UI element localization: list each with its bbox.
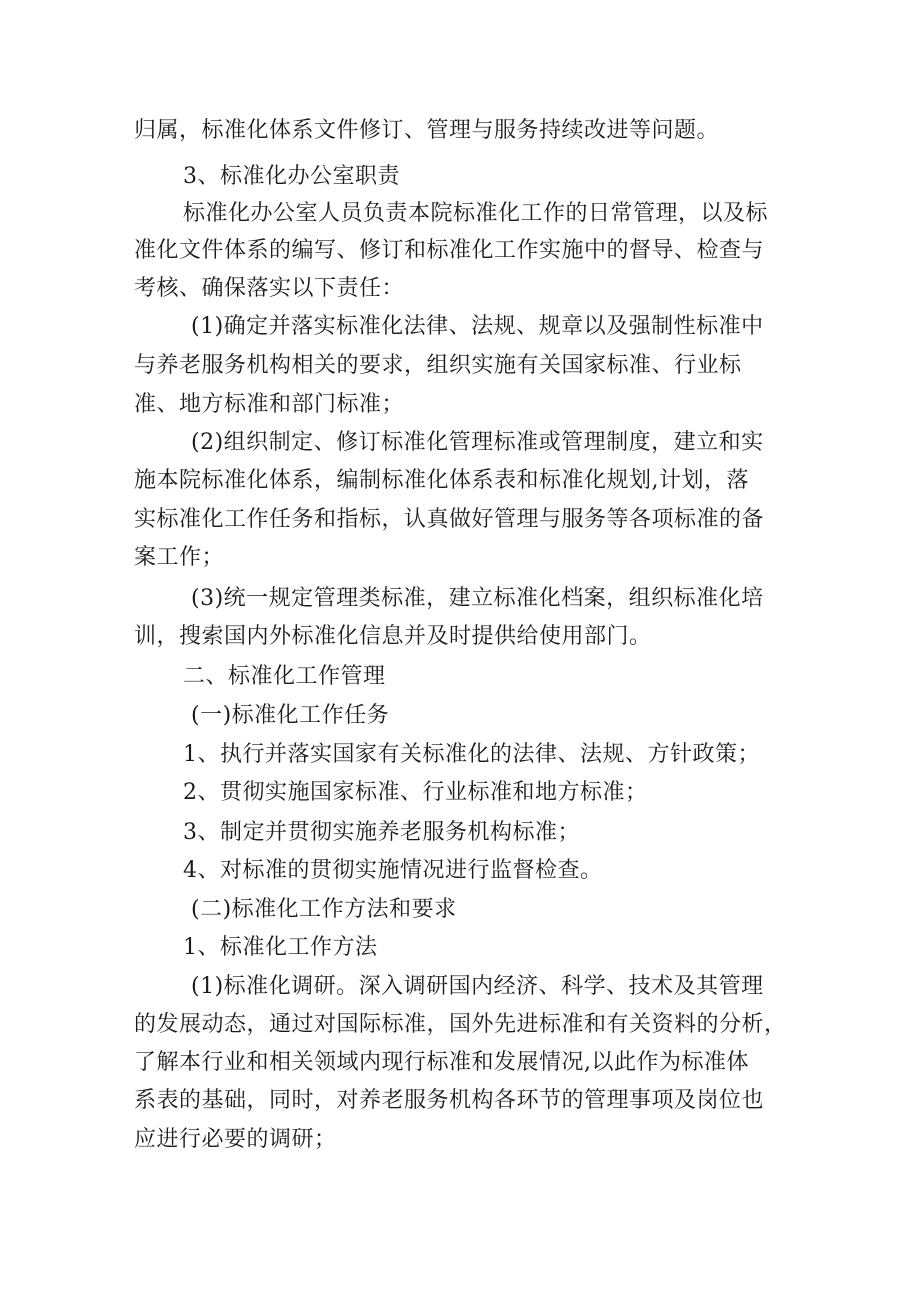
list-item: 2、贯彻实施国家标准、行业标准和地方标准；	[183, 780, 648, 805]
text-line: 应进行必要的调研；	[134, 1127, 337, 1152]
text-line: 与养老服务机构相关的要求，组织实施有关国家标准、行业标	[134, 353, 742, 378]
list-item: 3、制定并贯彻实施养老服务机构标准；	[183, 820, 580, 845]
subsection-heading: (二)标准化工作方法和要求	[191, 897, 457, 922]
section-heading: 3、标准化办公室职责	[183, 164, 400, 189]
text-line: 准化文件体系的编写、修订和标准化工作实施中的督导、检查与	[134, 238, 765, 263]
text-line: 施本院标准化体系，编制标准化体系表和标准化规划,计划，落	[134, 468, 749, 493]
text-line: 准、地方标准和部门标准；	[134, 392, 405, 417]
text-line: 的发展动态，通过对国际标准，国外先进标准和有关资料的分析，	[134, 1012, 787, 1037]
text-line: 了解本行业和相关领域内现行标准和发展情况,以此作为标准体	[134, 1050, 749, 1075]
subsection-heading: (一)标准化工作任务	[191, 703, 390, 728]
list-item: 1、执行并落实国家有关标准化的法律、法规、方针政策；	[183, 742, 760, 767]
text-line: (1)确定并落实标准化法律、法规、规章以及强制性标准中	[191, 314, 764, 339]
text-line: 案工作；	[134, 545, 225, 570]
text-line: 实标准化工作任务和指标，认真做好管理与服务等各项标准的备	[134, 507, 765, 532]
text-line: 系表的基础，同时，对养老服务机构各环节的管理事项及岗位也	[134, 1088, 765, 1113]
text-line: 考核、确保落实以下责任：	[134, 276, 405, 301]
list-item: 4、对标准的贯彻实施情况进行监督检查。	[183, 858, 603, 883]
text-line: 训，搜索国内外标准化信息并及时提供给使用部门。	[134, 624, 652, 649]
text-line: (2)组织制定、修订标准化管理标准或管理制度，建立和实	[191, 430, 764, 455]
text-line: 标准化办公室人员负责本院标准化工作的日常管理，以及标	[183, 201, 769, 226]
section-heading: 二、标准化工作管理	[183, 664, 386, 689]
text-line: (1)标准化调研。深入调研国内经济、科学、技术及其管理	[191, 974, 764, 999]
text-line: (3)统一规定管理类标准，建立标准化档案，组织标准化培	[191, 586, 764, 611]
text-line: 归属，标准化体系文件修订、管理与服务持续改进等问题。	[134, 118, 720, 143]
section-heading: 1、标准化工作方法	[183, 935, 378, 960]
